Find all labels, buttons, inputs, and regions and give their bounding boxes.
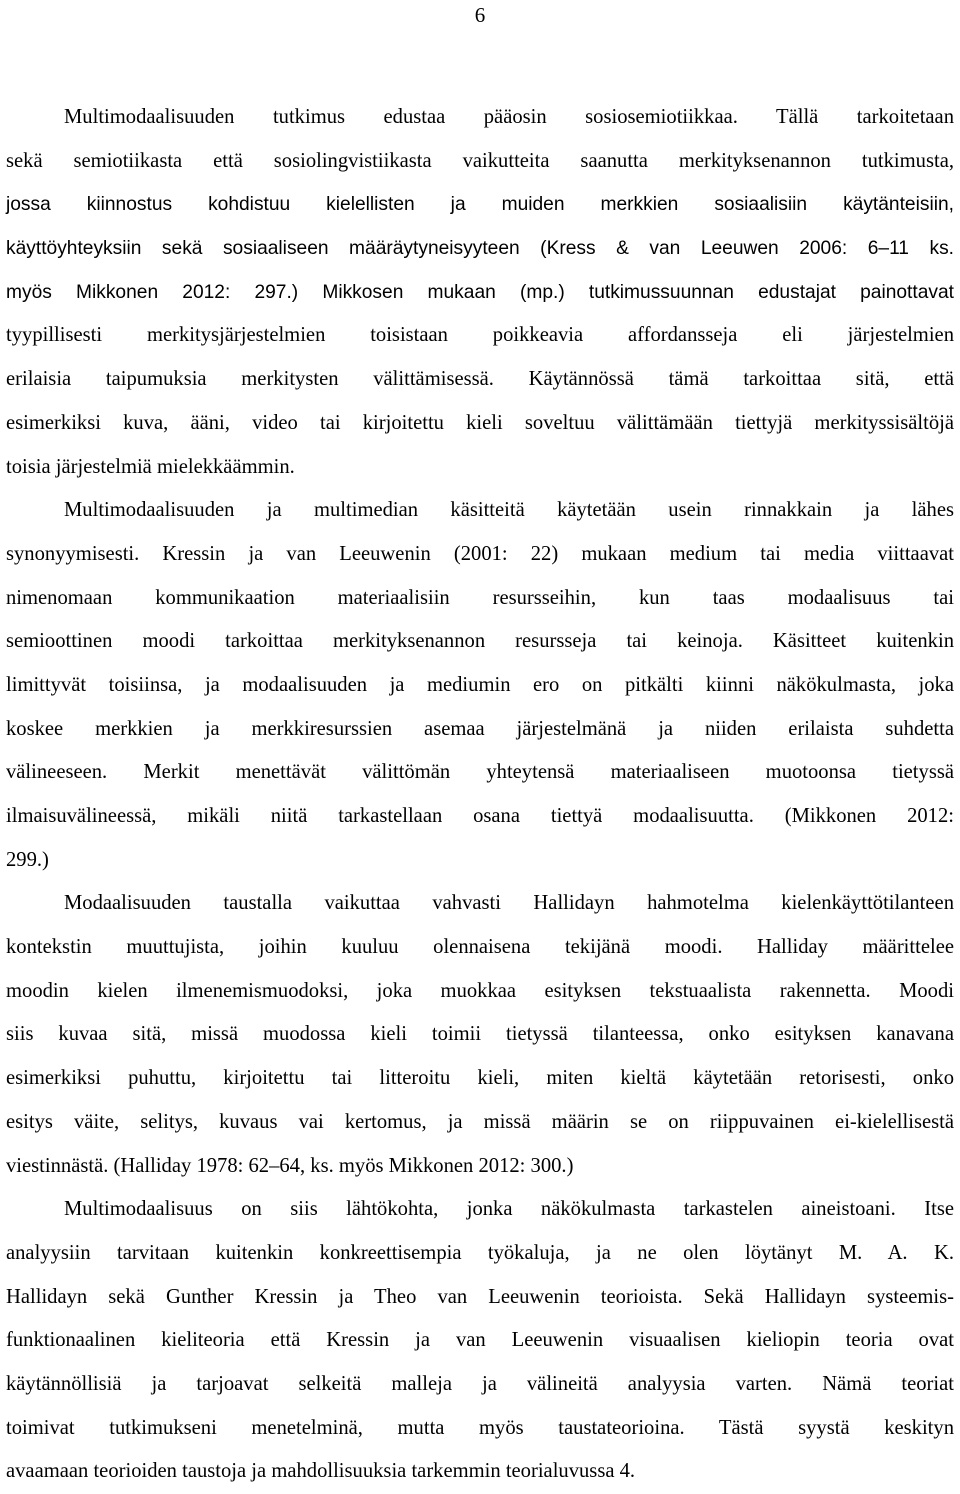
text-line: erilaisia taipumuksia merkitysten välittämisessä. Käytännössä tämä tarkoittaa sitä, että	[6, 368, 954, 391]
text-line: avaamaan teorioiden taustoja ja mahdollisuuksia tarkemmin teorialuvussa 4.	[6, 1460, 636, 1483]
text-line: toimivat tutkimukseni menetelminä, mutta myös taustateorioina. Tästä syystä keskityn	[6, 1416, 954, 1439]
text-line: Multimodaalisuus on siis lähtökohta, jonka näkökulmasta tarkastelen aineistoani. Itse	[64, 1198, 954, 1221]
text-line: ilmaisuvälineessä, mikäli niitä tarkastellaan osana tiettyä modaalisuutta. (Mikkonen 2012:	[6, 805, 954, 827]
text-line: semioottinen moodi tarkoittaa merkityksenannon resursseja tai keinoja. Käsitteet kuitenkin	[6, 630, 954, 653]
text-line: Multimodaalisuuden ja multimedian käsitteitä käytetään usein rinnakkain ja lähes	[64, 499, 954, 522]
text-line: koskee merkkien ja merkkiresurssien asemaa järjestelmänä ja niiden erilaista suhdetta	[6, 717, 954, 740]
paragraph-1	[6, 96, 954, 489]
text-line: välineeseen. Merkit menettävät välittömän yhteytensä materiaaliseen muotoonsa tietyssä	[6, 761, 954, 784]
text-line: nimenomaan kommunikaation materiaalisiin resursseihin, kun taas modaalisuus tai	[6, 586, 954, 609]
text-line: tyypillisesti merkitysjärjestelmien toisistaan poikkeavia affordansseja eli järjestelmien	[6, 324, 954, 347]
text-line: viestinnästä. (Halliday 1978: 62–64, ks. myös Mikkonen 2012: 300.)	[6, 1154, 574, 1177]
page-number: 6	[474, 3, 486, 27]
text-line: limittyvät toisiinsa, ja modaalisuuden ja mediumin ero on pitkälti kiinni näkökulmasta, joka	[6, 673, 954, 696]
text-line: synonyymisesti. Kressin ja van Leeuwenin (2001: 22) mukaan medium tai media viittaavat	[6, 542, 954, 565]
text-line: käytännöllisiä ja tarjoavat selkeitä malleja ja välineitä analyysia varten. Nämä teoriat	[6, 1372, 954, 1395]
text-line: käyttöyhteyksiin sekä sosiaaliseen määräytyneisyyteen (Kress & van Leeuwen 2006: 6–11 ks.	[6, 238, 954, 260]
paragraph-2	[6, 489, 954, 882]
text-line: 299.)	[6, 848, 49, 871]
text-line: kontekstin muuttujista, joihin kuuluu olennaisena tekijänä moodi. Halliday määrittelee	[6, 936, 954, 959]
text-line: funktionaalinen kieliteoria että Kressin ja van Leeuwenin visuaalisen kieliopin teoria ovat	[6, 1329, 954, 1352]
text-line: siis kuvaa sitä, missä muodossa kieli toimii tietyssä tilanteessa, onko esityksen kanavana	[6, 1023, 954, 1046]
text-line: analyysiin tarvitaan kuitenkin konkreettisempia työkaluja, ja ne olen löytänyt M. A. K.	[6, 1241, 954, 1264]
text-line: jossa kiinnostus kohdistuu kielellisten ja muiden merkkien sosiaalisiin käytänteisiin,	[6, 194, 954, 216]
paragraph-4	[6, 1188, 954, 1494]
text-line: Hallidayn sekä Gunther Kressin ja Theo van Leeuwenin teorioista. Sekä Hallidayn systeemis-	[6, 1285, 954, 1308]
paragraph-3	[6, 882, 954, 1188]
text-line: esitys väite, selitys, kuvaus vai kertomus, ja missä määrin se on riippuvainen ei-kielellisestä	[6, 1110, 954, 1133]
text-line: esimerkiksi puhuttu, kirjoitettu tai litteroitu kieli, miten kieltä käytetään retorisesti, onko	[6, 1067, 954, 1090]
text-line: Modaalisuuden taustalla vaikuttaa vahvasti Hallidayn hahmotelma kielenkäyttötilanteen	[64, 892, 954, 915]
text-line: Multimodaalisuuden tutkimus edustaa pääosin sosiosemiotiikkaa. Tällä tarkoitetaan	[64, 106, 954, 128]
body-text	[6, 96, 954, 1494]
text-line: myös Mikkonen 2012: 297.) Mikkosen mukaan (mp.) tutkimussuunnan edustajat painottavat	[6, 281, 954, 303]
text-line: toisia järjestelmiä mielekkäämmin.	[6, 455, 295, 478]
text-line: moodin kielen ilmenemismuodoksi, joka muokkaa esityksen tekstuaalista rakennetta. Moodi	[6, 979, 954, 1002]
text-line: sekä semiotiikasta että sosiolingvistiikasta vaikutteita saanutta merkityksenannon tutkimusta,	[6, 149, 954, 172]
text-line: esimerkiksi kuva, ääni, video tai kirjoitettu kieli soveltuu välittämään tiettyjä merkityssisältöjä	[6, 411, 954, 434]
